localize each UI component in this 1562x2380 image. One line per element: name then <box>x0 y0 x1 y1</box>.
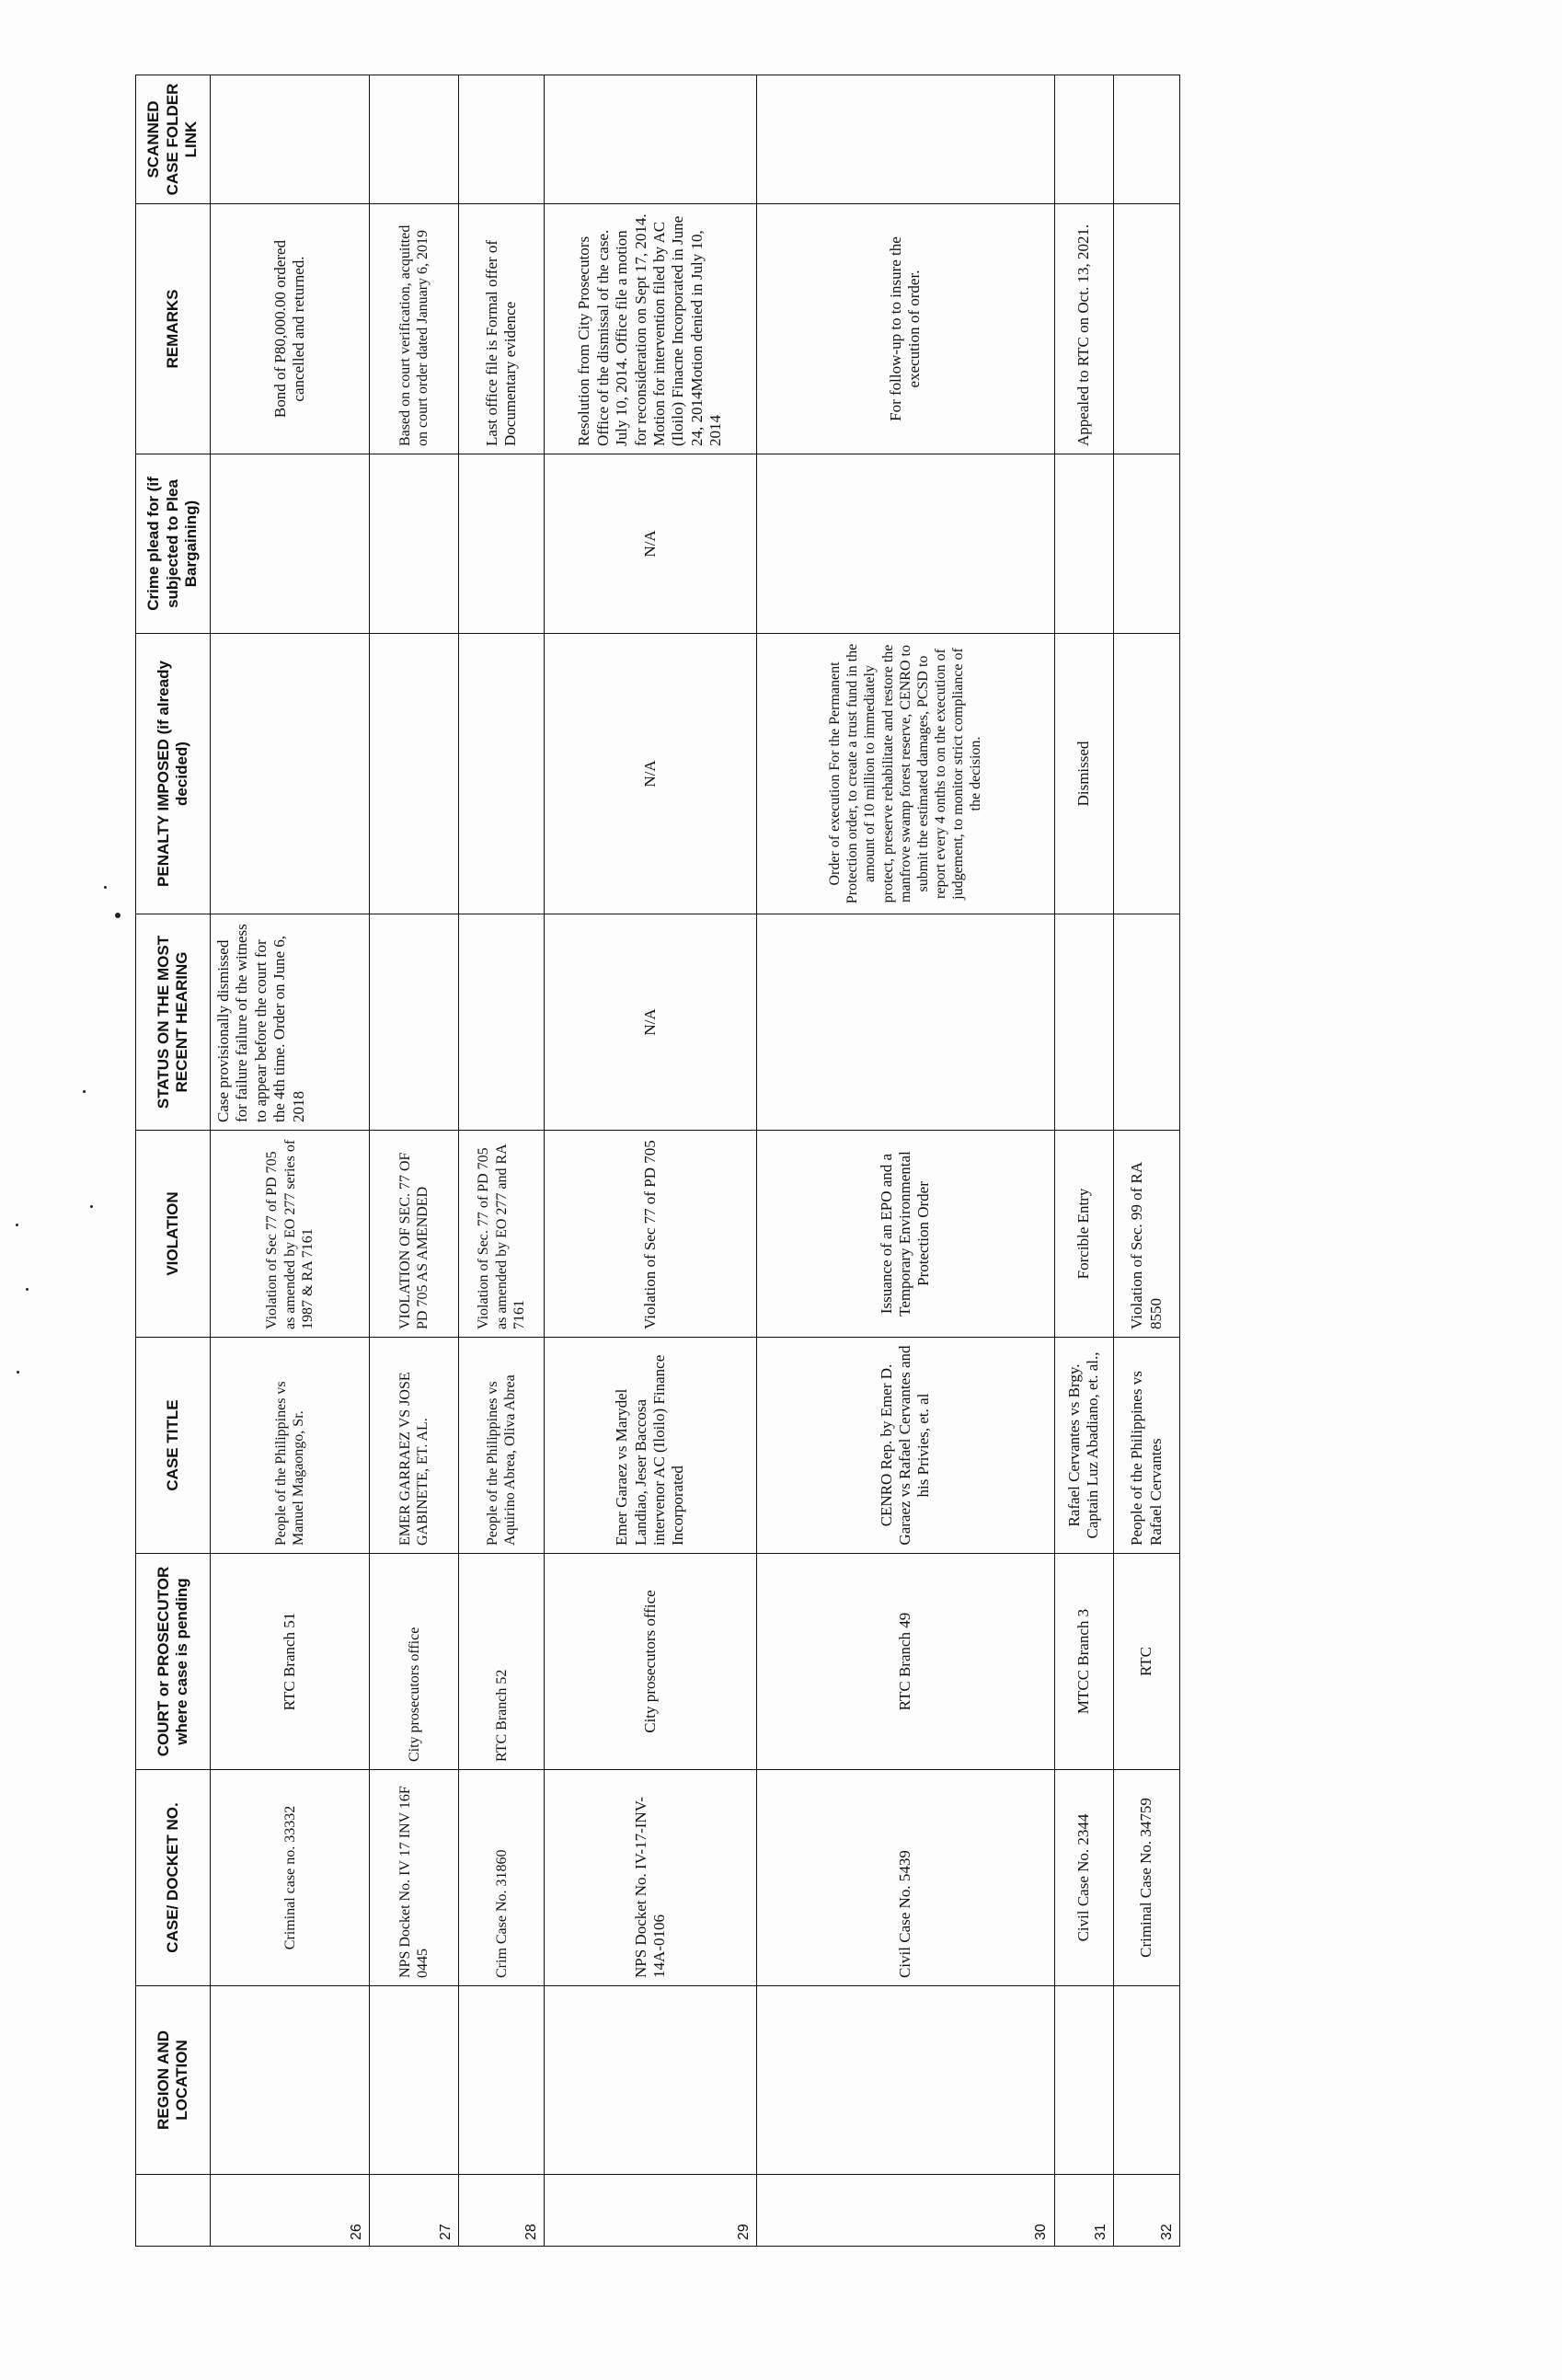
court-cell: City prosecutors office <box>544 1554 756 1770</box>
remarks-cell <box>1114 204 1180 454</box>
docket-cell: Criminal case no. 33332 <box>211 1770 370 1986</box>
docket-cell: Crim Case No. 31860 <box>459 1770 544 1986</box>
region-cell <box>211 1986 370 2175</box>
status-cell <box>757 914 1055 1131</box>
remarks-cell: Appealed to RTC on Oct. 13, 2021. <box>1054 204 1114 454</box>
header-status: STATUS ON THE MOST RECENT HEARING <box>136 914 211 1131</box>
penalty-cell <box>370 634 459 914</box>
remarks-cell: Bond of P80,000.00 ordered cancelled and returned. <box>211 204 370 454</box>
header-plea: Crime plead for (if subjected to Plea Bargaining) <box>136 454 211 634</box>
court-cell: RTC <box>1114 1554 1180 1770</box>
penalty-cell: Dismissed <box>1054 634 1114 914</box>
court-cell: City prosecutors office <box>370 1554 459 1770</box>
remarks-cell: Resolution from City Prosecutors Office of the dismissal of the case. July 10, 2014. Office file a motion for reconsideration on Sept 17, 2014. Motion for intervention filed by AC (Iloilo) Finacne Incorporated in June 24, 2014Motion denied in July 10, 2014 <box>544 204 756 454</box>
docket-cell: NPS Docket No. IV 17 INV 16F 0445 <box>370 1770 459 1986</box>
plea-cell: N/A <box>544 454 756 634</box>
case-title-cell: CENRO Rep. by Emer D. Garaez vs Rafael Cervantes and his Privies, et. al <box>757 1338 1055 1554</box>
header-penalty: PENALTY IMPOSED (if already decided) <box>136 634 211 914</box>
status-cell <box>1054 914 1114 1131</box>
header-region: REGION AND LOCATION <box>136 1986 211 2175</box>
scan-speck <box>115 913 121 918</box>
folder-link-cell <box>211 75 370 204</box>
status-cell <box>1114 914 1180 1131</box>
row-number: 32 <box>1114 2175 1180 2247</box>
remarks-cell: Based on court verification, acquitted on court order dated January 6, 2019 <box>370 204 459 454</box>
docket-cell: Civil Case No. 2344 <box>1054 1770 1114 1986</box>
court-cell: RTC Branch 49 <box>757 1554 1055 1770</box>
header-court: COURT or PROSECUTOR where case is pending <box>136 1554 211 1770</box>
docket-cell: Civil Case No. 5439 <box>757 1770 1055 1986</box>
violation-cell: Violation of Sec. 99 of RA 8550 <box>1114 1131 1180 1338</box>
folder-link-cell <box>757 75 1055 204</box>
status-cell <box>370 914 459 1131</box>
table-row <box>757 75 1055 2247</box>
region-cell <box>544 1986 756 2175</box>
violation-cell: Violation of Sec 77 of PD 705 <box>544 1131 756 1338</box>
penalty-cell <box>1114 634 1180 914</box>
docket-cell: Criminal Case No. 34759 <box>1114 1770 1180 1986</box>
header-remarks: REMARKS <box>136 204 211 454</box>
penalty-cell <box>211 634 370 914</box>
table-row <box>544 75 756 2247</box>
case-title-cell: People of the Philippines vs Aquirino Abrea, Oliva Abrea <box>459 1338 544 1554</box>
scan-speck <box>16 1224 18 1226</box>
row-number: 30 <box>757 2175 1055 2247</box>
violation-cell: Forcible Entry <box>1054 1131 1114 1338</box>
case-title-cell: People of the Philippines vs Manuel Magaongo, Sr. <box>211 1338 370 1554</box>
status-cell: N/A <box>544 914 756 1131</box>
region-cell <box>370 1986 459 2175</box>
case-title-cell: People of the Philippines vs Rafael Cervantes <box>1114 1338 1180 1554</box>
folder-link-cell <box>459 75 544 204</box>
folder-link-cell <box>544 75 756 204</box>
status-cell <box>459 914 544 1131</box>
folder-link-cell <box>370 75 459 204</box>
plea-cell <box>370 454 459 634</box>
docket-cell: NPS Docket No. IV-17-INV-14A-0106 <box>544 1770 756 1986</box>
court-cell: RTC Branch 52 <box>459 1554 544 1770</box>
court-cell: RTC Branch 51 <box>211 1554 370 1770</box>
row-number: 29 <box>544 2175 756 2247</box>
case-table-sheet <box>135 83 1180 2247</box>
plea-cell <box>211 454 370 634</box>
penalty-cell: N/A <box>544 634 756 914</box>
case-table <box>135 75 1180 2247</box>
remarks-cell: Last office file is Formal offer of Documentary evidence <box>459 204 544 454</box>
case-title-cell: EMER GARRAEZ VS JOSE GABINETE, ET. AL. <box>370 1338 459 1554</box>
header-folder-link: SCANNED CASE FOLDER LINK <box>136 75 211 204</box>
row-number: 26 <box>211 2175 370 2247</box>
region-cell <box>459 1986 544 2175</box>
scan-speck <box>26 1288 29 1291</box>
court-cell: MTCC Branch 3 <box>1054 1554 1114 1770</box>
plea-cell <box>459 454 544 634</box>
table-row <box>1054 75 1114 2247</box>
penalty-cell: Order of execution For the Permanent Protection order, to create a trust fund in the amount of 10 million to immediately protect, preserve rehabilitate and restore the manfrove swamp forest reserve, CENRO to submit the estimated damages, PCSD to report every 4 onths to on the execution of judgement, to monitor strict compliance of the decision. <box>757 634 1055 914</box>
table-row <box>370 75 459 2247</box>
header-violation: VIOLATION <box>136 1131 211 1338</box>
region-cell <box>1114 1986 1180 2175</box>
scan-speck <box>83 1090 86 1093</box>
scan-speck <box>17 1371 19 1374</box>
violation-cell: Issuance of an EPO and a Temporary Environmental Protection Order <box>757 1131 1055 1338</box>
violation-cell: VIOLATION OF SEC. 77 OF PD 705 AS AMENDED <box>370 1131 459 1338</box>
plea-cell <box>757 454 1055 634</box>
case-title-cell: Rafael Cervantes vs Brgy. Captain Luz Abadiano, et. al., <box>1054 1338 1114 1554</box>
violation-cell: Violation of Sec. 77 of PD 705 as amended by EO 277 and RA 7161 <box>459 1131 544 1338</box>
scan-speck <box>90 1205 93 1208</box>
table-row <box>1114 75 1180 2247</box>
header-row-number <box>136 2175 211 2247</box>
table-row <box>211 75 370 2247</box>
scan-speck <box>104 886 107 889</box>
table-row <box>459 75 544 2247</box>
table-header-row <box>136 75 211 2247</box>
plea-cell <box>1114 454 1180 634</box>
header-case-title: CASE TITLE <box>136 1338 211 1554</box>
region-cell <box>1054 1986 1114 2175</box>
status-cell: Case provisionally dismissed for failure failure of the witness to appear before the court for the 4th time. Order on June 6, 2018 <box>211 914 370 1131</box>
region-cell <box>757 1986 1055 2175</box>
header-docket: CASE/ DOCKET NO. <box>136 1770 211 1986</box>
case-title-cell: Emer Garaez vs Marydel Landiao, Jeser Baccosa intervenor AC (Iloilo) Finance Incorporated <box>544 1338 756 1554</box>
penalty-cell <box>459 634 544 914</box>
row-number: 28 <box>459 2175 544 2247</box>
remarks-cell: For follow-up to to insure the execution of order. <box>757 204 1055 454</box>
folder-link-cell <box>1114 75 1180 204</box>
plea-cell <box>1054 454 1114 634</box>
row-number: 27 <box>370 2175 459 2247</box>
folder-link-cell <box>1054 75 1114 204</box>
violation-cell: Violation of Sec 77 of PD 705 as amended by EO 277 series of 1987 & RA 7161 <box>211 1131 370 1338</box>
row-number: 31 <box>1054 2175 1114 2247</box>
